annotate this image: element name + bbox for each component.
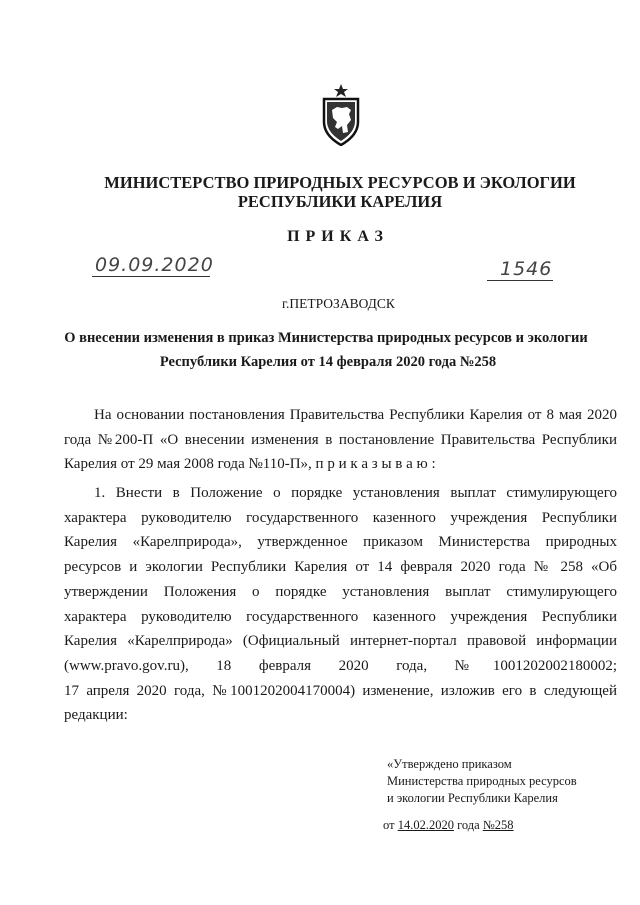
approval-date-line (383, 818, 514, 833)
text-line: характера руководителю государственного казенного учреждения Республики (64, 608, 617, 625)
text-line: характера руководителю государственного казенного учреждения Республики (64, 509, 617, 526)
text-line: 17 апреля 2020 года, №1001202004170004) изменение, изложив его в следующей (64, 682, 617, 699)
city: г.ПЕТРОЗАВОДСК (282, 296, 395, 311)
approval-date: 14.02.2020 (397, 818, 454, 832)
document-type: ПРИКАЗ (287, 228, 389, 245)
text-line: утверждении Положения о порядке установления выплат стимулирующего (64, 583, 617, 600)
text-line: года №200-П «О внесении изменения в постановление Правительства Республики (64, 431, 617, 448)
order-title-line1: О внесении изменения в приказ Министерства природных ресурсов и экологии (64, 330, 588, 346)
text-line: Карелия «Карелприрода», утвержденное приказом Министерства природных (64, 534, 617, 551)
text-line: Карелия «Карелприрода» (Официальный интернет-портал правовой информации (64, 633, 617, 650)
number-underline (487, 280, 553, 281)
approval-line: и экологии Республики Карелия (387, 791, 558, 805)
text-line: (www.pravo.gov.ru), 18 февраля 2020 года, №1001202002180002; (64, 657, 617, 674)
order-number: 1546 (500, 258, 553, 280)
ministry-name-line1: МИНИСТЕРСТВО ПРИРОДНЫХ РЕСУРСОВ И ЭКОЛОГИИ (104, 173, 576, 192)
paragraph-basis (64, 403, 617, 477)
approval-number: №258 (482, 818, 514, 832)
order-title-line2: Республики Карелия от 14 февраля 2020 года №258 (159, 354, 497, 370)
approval-year-word: года (453, 818, 483, 832)
approval-line: Министерства природных ресурсов (387, 774, 577, 788)
paragraph-item-1 (64, 481, 617, 728)
date-underline (92, 276, 210, 277)
order-date: 09.09.2020 (95, 254, 214, 276)
karelia-coat-of-arms-icon (318, 84, 364, 146)
approval-block (387, 756, 577, 807)
approval-line: «Утверждено приказом (387, 757, 512, 771)
text-line: 1. Внести в Положение о порядке установления выплат стимулирующего (94, 485, 617, 501)
approval-ot: от (383, 818, 398, 832)
ministry-name-line2: РЕСПУБЛИКИ КАРЕЛИЯ (237, 192, 443, 211)
text-line: На основании постановления Правительства Республики Карелия от 8 мая 2020 (94, 407, 617, 423)
text-line: Карелия от 29 мая 2008 года №110-П», п р и к а з ы в а ю : (64, 456, 436, 473)
text-line: редакции: (64, 707, 128, 724)
text-line: ресурсов и экологии Республики Карелия от 14 февраля 2020 года № 258 «Об (64, 559, 617, 576)
